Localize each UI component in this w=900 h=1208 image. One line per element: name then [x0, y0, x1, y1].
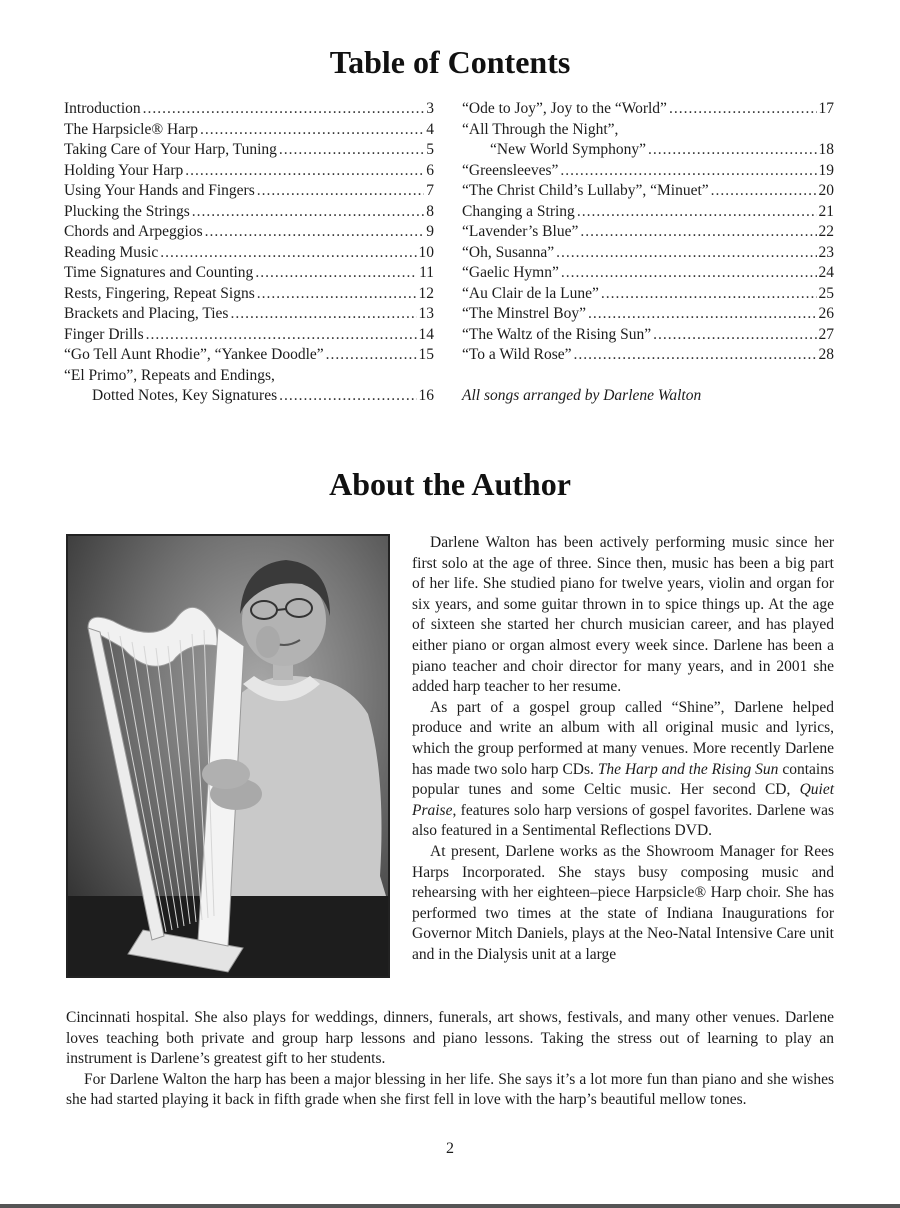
toc-entry-page: 13 [418, 305, 434, 322]
toc-entry-page: 21 [818, 202, 834, 220]
toc-entry-label: Rests, Fingering, Repeat Signs [64, 284, 255, 302]
toc-entry-label: Chords and Arpeggios [64, 223, 203, 240]
toc-entry-page: 4 [426, 120, 434, 138]
toc-entry [64, 304, 434, 325]
toc-arrangement-credit: All songs arranged by Darlene Walton [462, 387, 702, 404]
toc-entry-page: 11 [419, 264, 434, 281]
bio-text: As part of a gospel group called “Shine”, Darlene helped produce and write an album with all original music and lyrics, which the group performed at many venues. More recently Darlene has made two solo harp CDs. [412, 698, 834, 778]
toc-entry [64, 263, 434, 284]
toc-entry-line: “All Through the Night”, [462, 120, 619, 138]
bio-text: contains popular tunes and some Celtic music. Her second CD, [412, 760, 835, 799]
toc-entry [462, 202, 834, 223]
toc-entry-label: Holding Your Harp [64, 161, 184, 179]
toc-entry-label: “Ode to Joy”, Joy to the “World” [462, 100, 667, 117]
toc-entry-label: “Greensleeves” [462, 161, 559, 179]
toc-entry-label: Taking Care of Your Harp, Tuning [64, 141, 277, 158]
toc-entry-page: 5 [426, 141, 434, 158]
toc-entry-page: 27 [818, 325, 834, 343]
toc-entry-page: 14 [418, 325, 434, 343]
toc-entry-label: Finger Drills [64, 325, 144, 343]
toc-entry-page: 3 [426, 100, 434, 117]
bio-paragraph: At present, Darlene works as the Showroom Manager for Rees Harps Incorporated. She stays busy composing music and rehearsing with her eighteen–piece Harpsicle® Harp choir. She has performed two times at the state of Indiana Inaugurations for Governor Mitch Daniels, plays at the Neo-Natal Intensive Care unit and in the Dialysis unit at a large [412, 842, 834, 963]
toc-entry-page: 28 [818, 346, 834, 363]
toc-entry-label: Plucking the Strings [64, 202, 190, 220]
toc-entry-label: “The Minstrel Boy” [462, 305, 586, 322]
toc-entry-page: 22 [818, 223, 834, 240]
toc-entry-page: 12 [418, 284, 434, 302]
toc-entry-label: “Lavender’s Blue” [462, 223, 579, 240]
toc-entry-page: 18 [818, 141, 834, 158]
toc-entry-page: 20 [818, 182, 834, 199]
toc-left-column [64, 99, 434, 407]
cd-title: The Harp and the Rising Sun [597, 760, 779, 778]
toc-entry [462, 325, 834, 346]
toc-entry-label: “The Waltz of the Rising Sun” [462, 325, 652, 343]
toc-entry-label: Introduction [64, 100, 141, 117]
toc-entry-label: “Oh, Susanna” [462, 243, 555, 261]
toc-entry-label: “Go Tell Aunt Rhodie”, “Yankee Doodle” [64, 346, 324, 363]
toc-entry [64, 284, 434, 305]
toc-entry [64, 181, 434, 202]
toc-entry-page: 9 [426, 223, 434, 240]
toc-entry [462, 263, 834, 284]
toc-entry-label: “New World Symphony” [490, 141, 647, 158]
toc-entry [64, 222, 434, 243]
toc-entry-page: 19 [818, 161, 834, 179]
toc-entry [462, 284, 834, 305]
toc-entry [64, 386, 434, 407]
toc-entry-page: 17 [818, 100, 834, 117]
toc-entry [462, 243, 834, 264]
toc-entry-label: “Gaelic Hymn” [462, 264, 559, 281]
toc-entry-line: “El Primo”, Repeats and Endings, [64, 366, 275, 384]
toc-entry-label: Dotted Notes, Key Signatures [92, 387, 278, 404]
toc-entry [64, 325, 434, 346]
toc-entry [64, 345, 434, 366]
author-bio-column [412, 533, 834, 965]
author-photo [66, 534, 390, 978]
toc-entry-label: Changing a String [462, 202, 575, 220]
toc-entry-label: “The Christ Child’s Lullaby”, “Minuet” [462, 182, 709, 199]
toc-entry [462, 161, 834, 182]
toc-entry-page: 16 [418, 387, 434, 404]
author-bio-continued [66, 1008, 834, 1111]
toc-entry [462, 181, 834, 202]
toc-entry-label: Reading Music [64, 243, 159, 261]
toc-entry-page: 23 [818, 243, 834, 261]
toc-right-column [462, 99, 834, 407]
toc-entry-label: The Harpsicle® Harp [64, 120, 198, 138]
toc-entry [64, 140, 434, 161]
page-number: 2 [446, 1140, 454, 1157]
toc-entry-page: 26 [818, 305, 834, 322]
page-bottom-edge [0, 1204, 900, 1208]
toc-entry-page: 25 [818, 284, 834, 302]
bio-paragraph: Cincinnati hospital. She also plays for weddings, dinners, funerals, art shows, festivals, and many other venues. Darlene loves teaching both private and group harp lessons and piano lessons. Taking the stress out of learning to play an instrument is Darlene’s greatest gift to her students. [66, 1009, 834, 1068]
toc-entry-label: Brackets and Placing, Ties [64, 305, 229, 322]
toc-entry-page: 6 [426, 161, 434, 179]
toc-entry [462, 140, 834, 161]
bio-paragraph [412, 698, 834, 842]
toc-entry-page: 7 [426, 182, 434, 199]
toc-entry-page: 10 [418, 243, 434, 261]
bio-paragraph: For Darlene Walton the harp has been a major blessing in her life. She says it’s a lot more fun than piano and she wishes she had started playing it back in fifth grade when she first fell in love with the harp’s beautiful mellow tones. [66, 1070, 834, 1109]
about-title: About the Author [329, 466, 571, 502]
toc-entry [64, 120, 434, 141]
toc-entry [462, 99, 834, 120]
toc-entry [462, 222, 834, 243]
toc-entry [64, 99, 434, 120]
cd-title: Quiet Praise [412, 781, 835, 819]
toc-entry-label: “Au Clair de la Lune” [462, 284, 599, 302]
toc-entry-page: 24 [818, 264, 834, 281]
toc-entry-page: 15 [418, 346, 434, 363]
toc-entry-page: 8 [426, 202, 434, 220]
toc-entry [64, 243, 434, 264]
toc-entry-label: Time Signatures and Counting [64, 264, 254, 281]
bio-paragraph: Darlene Walton has been actively performing music since her first solo at the age of three. Since then, music has been a big part of her life. She studied piano for twelve years, violin and organ for six years, and some guitar thrown in to spice things up. At the age of sixteen she started her church musician career, and has played either piano or organ almost every week since. Darlene has been a piano teacher and choir director for many years, and in 2001 she added harp teacher to her resume. [412, 534, 834, 696]
toc-entry [64, 161, 434, 182]
toc-title: Table of Contents [329, 44, 571, 80]
toc-entry [64, 202, 434, 223]
toc-entry [462, 345, 834, 366]
toc-entry [462, 304, 834, 325]
toc-entry-label: “To a Wild Rose” [462, 346, 572, 363]
bio-text: , features solo harp versions of gospel favorites. Darlene was also featured in a Sentimental Reflections DVD. [412, 801, 834, 840]
toc-entry-label: Using Your Hands and Fingers [64, 182, 255, 199]
